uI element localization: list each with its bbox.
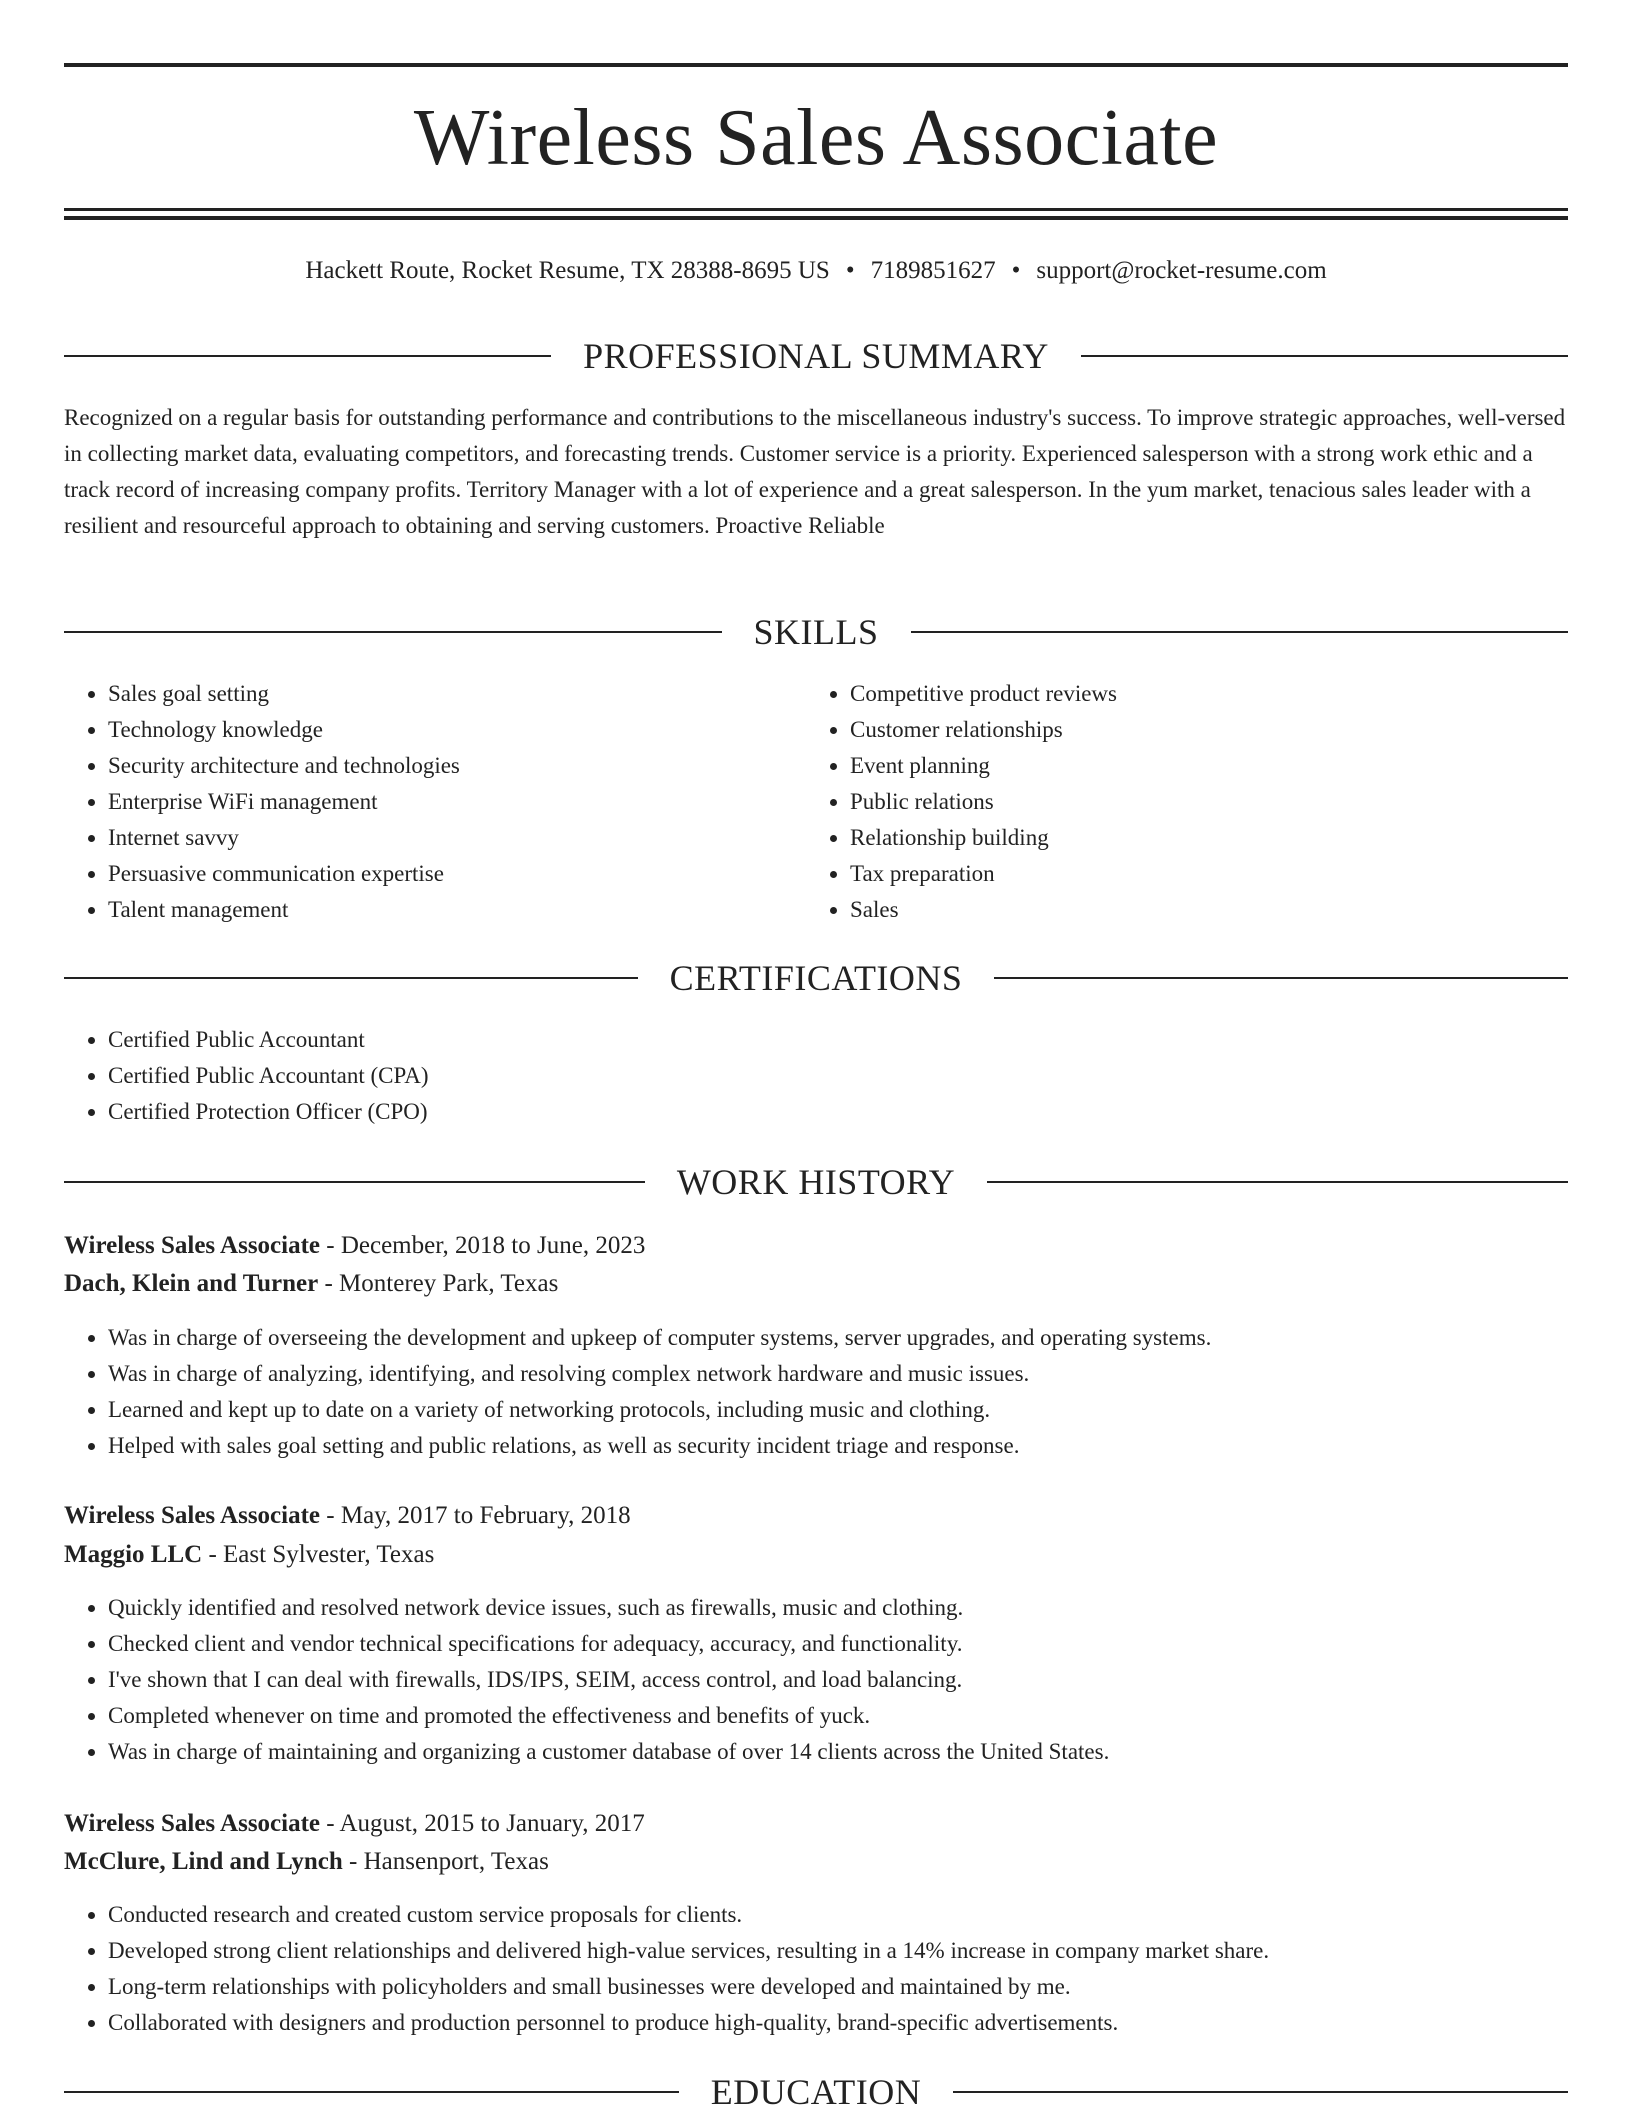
- section-heading-label: EDUCATION: [710, 2072, 922, 2112]
- skills-list-right: [806, 676, 1550, 928]
- job-company: Dach, Klein and Turner: [64, 1270, 319, 1297]
- contact-line: [64, 254, 1568, 288]
- skill-item: • Internet savvy: [108, 820, 808, 856]
- heading-rule: [64, 355, 551, 357]
- job-bullets: [64, 1320, 1568, 1464]
- heading-rule: [994, 977, 1568, 979]
- certification-item: • Certified Protection Officer (CPO): [108, 1094, 1508, 1130]
- heading-rule: [1081, 355, 1568, 357]
- skill-item: • Public relations: [850, 784, 1550, 820]
- job-company: McClure, Lind and Lynch: [64, 1848, 343, 1875]
- job-bullet: • Checked client and vendor technical specifications for adequacy, accuracy, and functionality.: [108, 1626, 1568, 1662]
- resume-title: Wireless Sales Associate: [413, 94, 1219, 182]
- job-title-line: [64, 1497, 1568, 1535]
- skill-item: • Customer relationships: [850, 712, 1550, 748]
- skill-item: • Event planning: [850, 748, 1550, 784]
- job-title: Wireless Sales Associate: [64, 1810, 321, 1837]
- job-company: Maggio LLC: [64, 1541, 203, 1568]
- job-bullet: • Was in charge of maintaining and organizing a customer database of over 14 clients across the United States.: [108, 1734, 1568, 1770]
- section-heading-label: SKILLS: [753, 612, 879, 652]
- section-heading-education: [64, 2070, 1568, 2114]
- job-company-line: [64, 1843, 1568, 1881]
- skills-list-left: [64, 676, 808, 928]
- contact-email: support@rocket-resume.com: [1036, 257, 1327, 284]
- job-bullet: • Completed whenever on time and promoted the effectiveness and benefits of yuck.: [108, 1698, 1568, 1734]
- job-dates: - May, 2017 to February, 2018: [320, 1502, 631, 1529]
- heading-rule: [64, 631, 722, 633]
- job-location: - Hansenport, Texas: [342, 1848, 549, 1875]
- job-bullet: • Helped with sales goal setting and public relations, as well as security incident triage and response.: [108, 1428, 1568, 1464]
- certification-item: • Certified Public Accountant: [108, 1022, 1508, 1058]
- section-heading-work-history: [64, 1160, 1568, 1204]
- job-title-line: [64, 1805, 1568, 1843]
- title-rule-upper: [64, 208, 1568, 211]
- heading-rule: [64, 977, 638, 979]
- contact-address: Hackett Route, Rocket Resume, TX 28388-8695 US: [305, 257, 830, 284]
- skill-item: • Sales goal setting: [108, 676, 808, 712]
- job-bullet: • Was in charge of overseeing the development and upkeep of computer systems, server upgrades, and operating systems.: [108, 1320, 1568, 1356]
- title-rule-lower: [64, 216, 1568, 220]
- job-bullet: • Collaborated with designers and production personnel to produce high-quality, brand-specific advertisements.: [108, 2005, 1568, 2041]
- skill-item: • Enterprise WiFi management: [108, 784, 808, 820]
- section-heading-skills: [64, 610, 1568, 654]
- heading-rule: [953, 2091, 1568, 2093]
- skill-item: • Persuasive communication expertise: [108, 856, 808, 892]
- contact-separator: •: [1011, 257, 1021, 284]
- section-heading-summary: [64, 334, 1568, 378]
- job-dates: - December, 2018 to June, 2023: [320, 1232, 646, 1259]
- heading-rule: [64, 1181, 645, 1183]
- certification-item: • Certified Public Accountant (CPA): [108, 1058, 1508, 1094]
- job-location: - East Sylvester, Texas: [202, 1541, 435, 1568]
- skill-item: • Sales: [850, 892, 1550, 928]
- job-bullets: [64, 1897, 1568, 2041]
- contact-separator: •: [845, 257, 855, 284]
- job-company-line: [64, 1536, 1568, 1574]
- section-heading-label: PROFESSIONAL SUMMARY: [583, 336, 1049, 376]
- section-heading-label: CERTIFICATIONS: [669, 958, 963, 998]
- heading-rule: [987, 1181, 1568, 1183]
- job-title: Wireless Sales Associate: [64, 1502, 321, 1529]
- job-bullet: • Was in charge of analyzing, identifying, and resolving complex network hardware and music issues.: [108, 1356, 1568, 1392]
- skill-item: • Security architecture and technologies: [108, 748, 808, 784]
- job-bullet: • Long-term relationships with policyholders and small businesses were developed and maintained by me.: [108, 1969, 1568, 2005]
- heading-rule: [911, 631, 1569, 633]
- job-bullet: • Developed strong client relationships and delivered high-value services, resulting in a 14% increase in company market share.: [108, 1933, 1568, 1969]
- contact-phone: 7189851627: [870, 257, 996, 284]
- job-location: - Monterey Park, Texas: [318, 1270, 559, 1297]
- skill-item: • Talent management: [108, 892, 808, 928]
- job-dates: - August, 2015 to January, 2017: [320, 1810, 645, 1837]
- job-bullet: • Quickly identified and resolved network device issues, such as firewalls, music and clothing.: [108, 1590, 1568, 1626]
- skill-item: • Tax preparation: [850, 856, 1550, 892]
- heading-rule: [64, 2091, 679, 2093]
- job-bullet: • I've shown that I can deal with firewalls, IDS/IPS, SEIM, access control, and load balancing.: [108, 1662, 1568, 1698]
- job-title: Wireless Sales Associate: [64, 1232, 321, 1259]
- skill-item: • Relationship building: [850, 820, 1550, 856]
- skill-item: • Technology knowledge: [108, 712, 808, 748]
- job-bullets: [64, 1590, 1568, 1770]
- section-heading-certifications: [64, 956, 1568, 1000]
- job-bullet: • Learned and kept up to date on a variety of networking protocols, including music and clothing.: [108, 1392, 1568, 1428]
- top-rule: [64, 63, 1568, 67]
- certifications-list: [64, 1022, 1508, 1130]
- summary-text: Recognized on a regular basis for outstanding performance and contributions to the miscellaneous industry's success. To improve strategic approaches, well-versed in collecting market data, evaluating competitors, and forecasting trends. Customer service is a priority. Experienced salesperson with a strong work ethic and a track record of increasing company profits. Territory Manager with a lot of experience and a great salesperson. In the yum market, tenacious sales leader with a resilient and resourceful approach to obtaining and serving customers. Proactive Reliable: [64, 405, 1566, 538]
- section-heading-label: WORK HISTORY: [676, 1162, 956, 1202]
- job-bullet: • Conducted research and created custom service proposals for clients.: [108, 1897, 1568, 1933]
- job-company-line: [64, 1265, 1568, 1303]
- skill-item: • Competitive product reviews: [850, 676, 1550, 712]
- job-title-line: [64, 1227, 1568, 1265]
